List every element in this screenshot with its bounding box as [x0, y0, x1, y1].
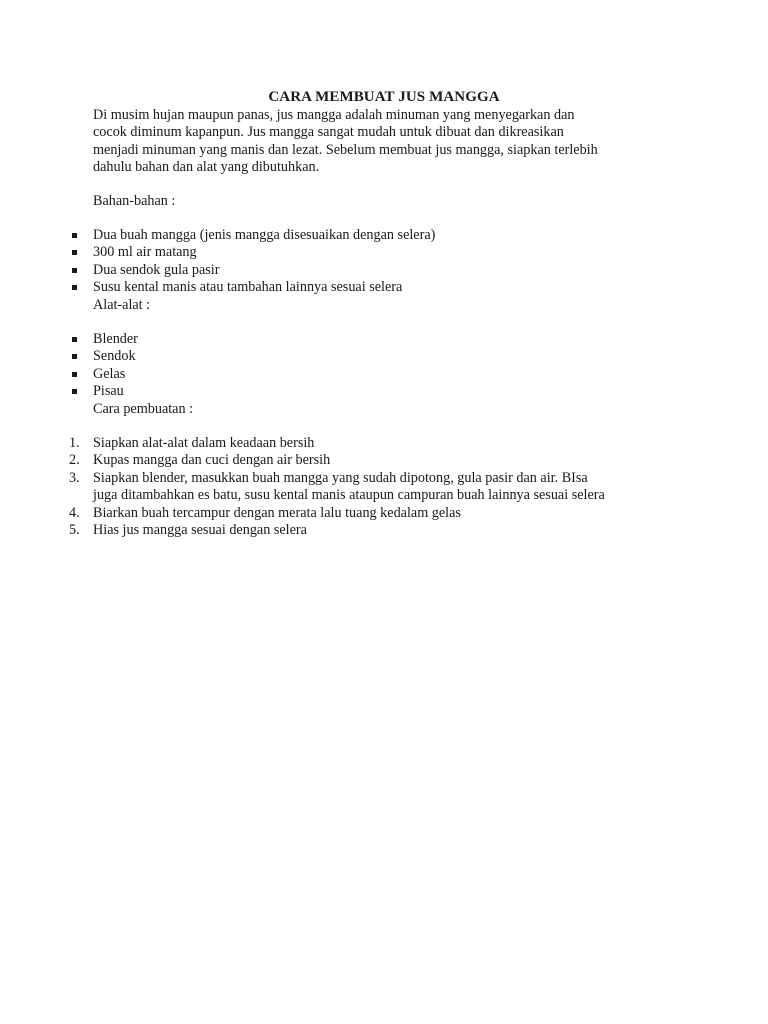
tool-text: Blender [93, 331, 138, 347]
tool-text: Sendok [93, 348, 136, 365]
ingredient-text: 300 ml air matang [93, 244, 197, 261]
step-item [0, 505, 768, 522]
step-item [0, 452, 768, 469]
square-bullet-icon [72, 285, 77, 290]
ingredients-list [0, 227, 768, 297]
square-bullet-icon [72, 372, 77, 377]
step-number: 5. [69, 522, 80, 539]
step-number: 4. [69, 504, 80, 521]
tool-text: Gelas [93, 365, 126, 382]
step-text: Siapkan blender, masukkan buah mangga yang sudah dipotong, gula pasir dan air. BIsa [93, 469, 588, 486]
intro-line: cocok diminum kapanpun. Jus mangga sangat mudah untuk dibuat dan dikreasikan [93, 124, 564, 141]
step-number: 2. [69, 452, 80, 469]
intro-line: Di musim hujan maupun panas, jus mangga adalah minuman yang menyegarkan dan [93, 107, 575, 123]
tools-list [0, 331, 768, 401]
step-text-continued: juga ditambahkan es batu, susu kental manis ataupun campuran buah lainnya sesuai selera [93, 487, 605, 504]
tool-text: Pisau [93, 383, 124, 400]
step-item [0, 470, 768, 505]
step-number: 3. [69, 469, 80, 486]
ingredient-item [0, 279, 768, 296]
square-bullet-icon [72, 250, 77, 255]
ingredient-item [0, 227, 768, 244]
step-item [0, 522, 768, 539]
intro-line: menjadi minuman yang manis dan lezat. Sebelum membuat jus mangga, siapkan terlebih [93, 141, 598, 158]
tool-item [0, 331, 768, 348]
ingredient-text: Dua sendok gula pasir [93, 261, 220, 278]
square-bullet-icon [72, 337, 77, 342]
ingredient-item [0, 262, 768, 279]
ingredient-text: Susu kental manis atau tambahan lainnya sesuai selera [93, 279, 403, 296]
step-item [0, 435, 768, 452]
step-text: Biarkan buah tercampur dengan merata lalu tuang kedalam gelas [93, 504, 461, 521]
step-text: Siapkan alat-alat dalam keadaan bersih [93, 435, 315, 451]
steps-list [0, 435, 768, 539]
square-bullet-icon [72, 354, 77, 359]
step-number: 1. [69, 435, 80, 451]
square-bullet-icon [72, 268, 77, 273]
step-text: Kupas mangga dan cuci dengan air bersih [93, 452, 331, 469]
intro-paragraph [93, 107, 693, 177]
tool-item [0, 348, 768, 365]
square-bullet-icon [72, 233, 77, 238]
square-bullet-icon [72, 389, 77, 394]
tool-item [0, 366, 768, 383]
document-title: CARA MEMBUAT JUS MANGGA [268, 89, 500, 105]
steps-heading: Cara pembuatan : [93, 401, 194, 417]
step-text: Hias jus mangga sesuai dengan selera [93, 522, 307, 539]
ingredient-item [0, 244, 768, 261]
tools-heading: Alat-alat : [93, 297, 151, 313]
ingredients-heading: Bahan-bahan : [93, 193, 176, 209]
intro-line: dahulu bahan dan alat yang dibutuhkan. [93, 159, 320, 176]
ingredient-text: Dua buah mangga (jenis mangga disesuaikan dengan selera) [93, 227, 436, 243]
tool-item [0, 383, 768, 400]
